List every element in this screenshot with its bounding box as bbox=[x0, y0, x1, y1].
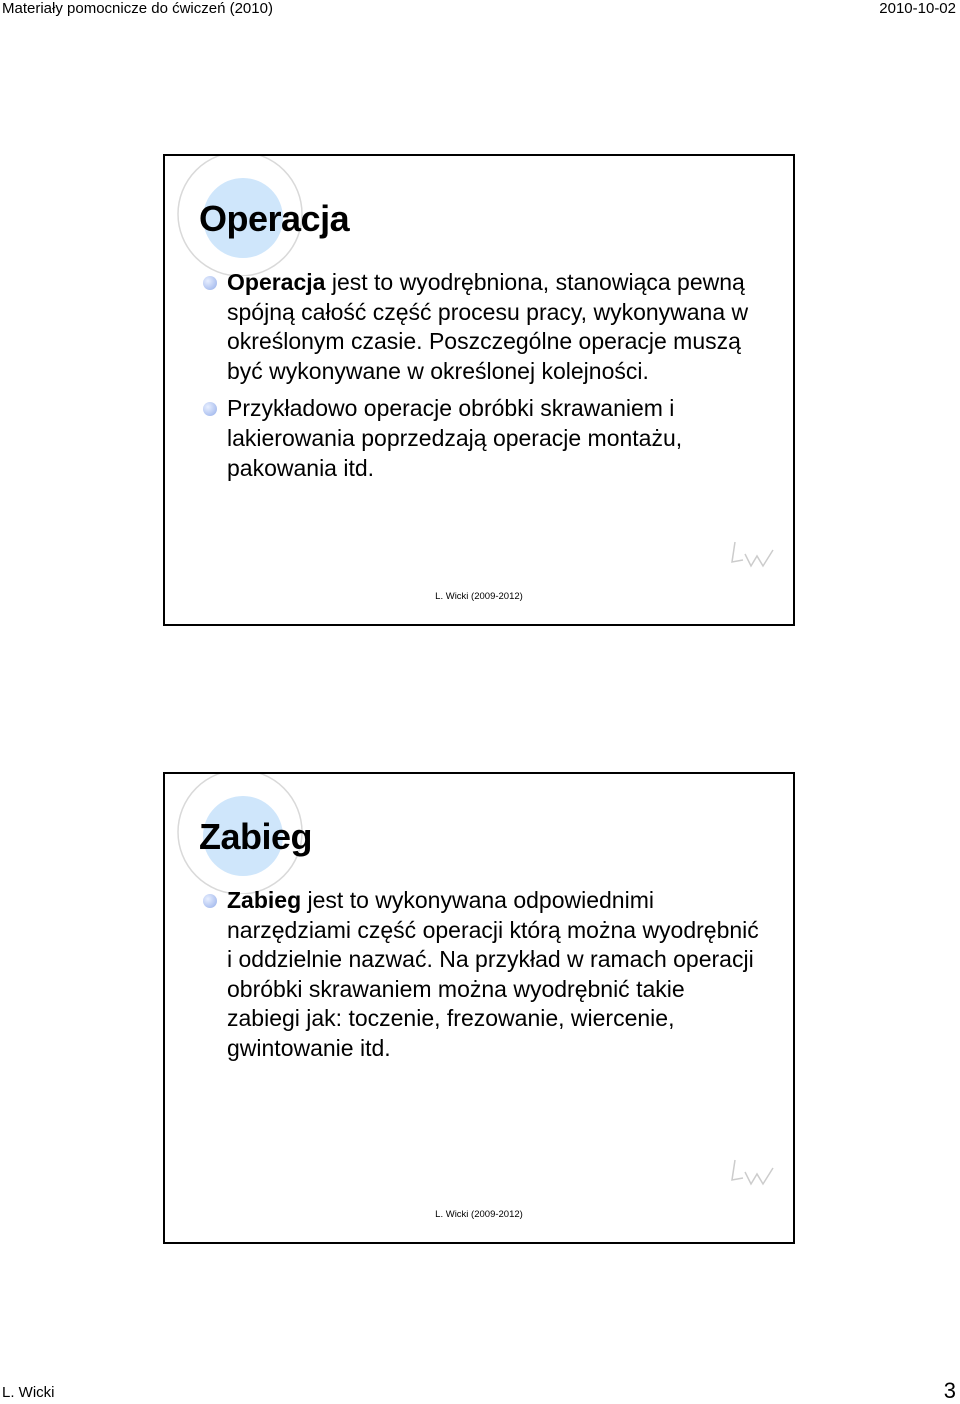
bullet-icon bbox=[203, 276, 217, 290]
slide-zabieg bbox=[163, 772, 795, 1244]
bullet-list bbox=[203, 886, 763, 1072]
slide-title: Operacja bbox=[199, 198, 350, 239]
bullet-icon bbox=[203, 402, 217, 416]
bullet-text: Przykładowo operacje obróbki skrawaniem i lakierowania poprzedzają operacje montażu, pakowania itd. bbox=[227, 395, 683, 481]
bullet-text: jest to wyodrębniona, stanowiąca pewną spójną całość część procesu pracy, wykonywana w określonym czasie. Poszczególne operacje muszą być wykonywane w określonej kolejności. bbox=[227, 269, 749, 384]
slide-footer: L. Wicki (2009-2012) bbox=[435, 1209, 523, 1220]
page-header-left: Materiały pomocnicze do ćwiczeń (2010) bbox=[2, 0, 273, 17]
bullet-item bbox=[203, 886, 763, 1064]
lw-signature-icon bbox=[729, 1154, 779, 1190]
page-footer-author: L. Wicki bbox=[2, 1384, 55, 1401]
lw-signature-icon bbox=[729, 536, 779, 572]
bullet-bold-term: Zabieg bbox=[227, 887, 302, 913]
bullet-list bbox=[203, 268, 763, 491]
slide-footer: L. Wicki (2009-2012) bbox=[435, 591, 523, 602]
bullet-icon bbox=[203, 894, 217, 908]
slide-operacja bbox=[163, 154, 795, 626]
page-number: 3 bbox=[943, 1378, 956, 1403]
bullet-text: jest to wykonywana odpowiednimi narzędziami część operacji którą można wyodrębnić i oddzielnie nazwać. Na przykład w ramach operacji obróbki skrawaniem można wyodrębnić takie zabiegi jak: toczenie, frezowanie, wiercenie, gwintowanie itd. bbox=[227, 887, 759, 1061]
bullet-item bbox=[203, 394, 763, 483]
bullet-bold-term: Operacja bbox=[227, 269, 326, 295]
slide-title: Zabieg bbox=[199, 816, 313, 857]
bullet-item bbox=[203, 268, 763, 386]
page-header-date: 2010-10-02 bbox=[879, 0, 956, 17]
